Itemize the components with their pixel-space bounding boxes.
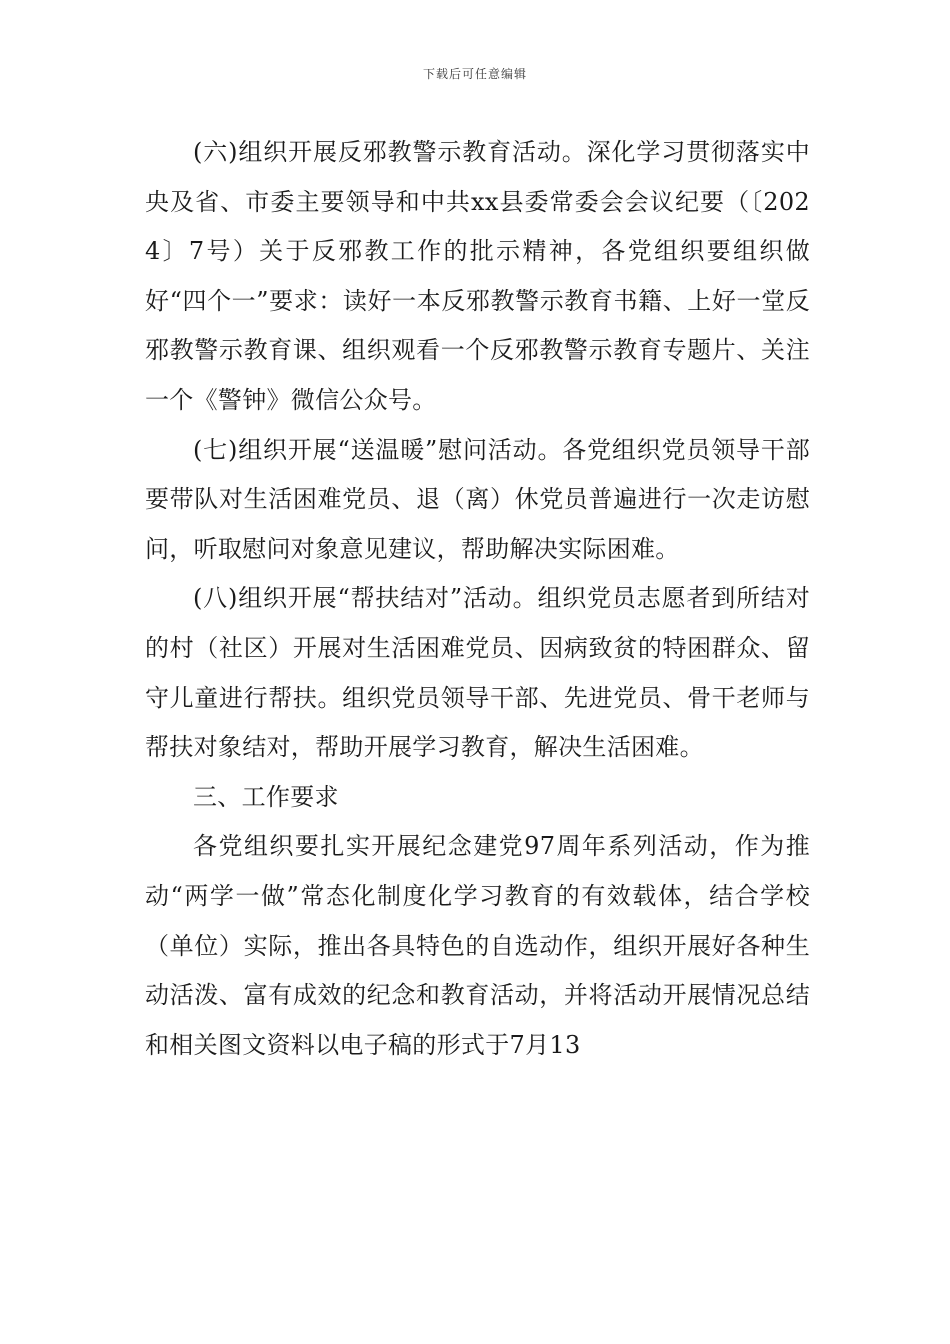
document-body <box>145 128 810 1070</box>
paragraph-pairing-assistance: (八)组织开展“帮扶结对”活动。组织党员志愿者到所结对的村（社区）开展对生活困难党员、因病致贫的特困群众、留守儿童进行帮扶。组织党员领导干部、先进党员、骨干老师与帮扶对象结对，帮助开展学习教育，解决生活困难。 <box>145 584 810 762</box>
paragraph-work-requirements: 各党组织要扎实开展纪念建党97周年系列活动，作为推动“两学一做”常态化制度化学习教育的有效载体，结合学校（单位）实际，推出各具特色的自选动作，组织开展好各种生动活泼、富有成效的纪念和教育活动，并将活动开展情况总结和相关图文资料以电子稿的形式于7月13 <box>145 832 810 1059</box>
section-heading-work-requirements: 三、工作要求 <box>193 782 339 811</box>
paragraph-anti-cult-education: (六)组织开展反邪教警示教育活动。深化学习贯彻落实中央及省、市委主要领导和中共xx县委常委会会议纪要（〔2024〕7号）关于反邪教工作的批示精神，各党组织要组织做好“四个一”要求：读好一本反邪教警示教育书籍、上好一堂反邪教警示教育课、组织观看一个反邪教警示教育专题片、关注一个《警钟》微信公众号。 <box>145 138 810 414</box>
paragraph-warmth-visits: (七)组织开展“送温暖”慰问活动。各党组织党员领导干部要带队对生活困难党员、退（离）休党员普遍进行一次走访慰问，听取慰问对象意见建议，帮助解决实际困难。 <box>145 435 810 563</box>
page-header-note: 下载后可任意编辑 <box>422 67 527 81</box>
